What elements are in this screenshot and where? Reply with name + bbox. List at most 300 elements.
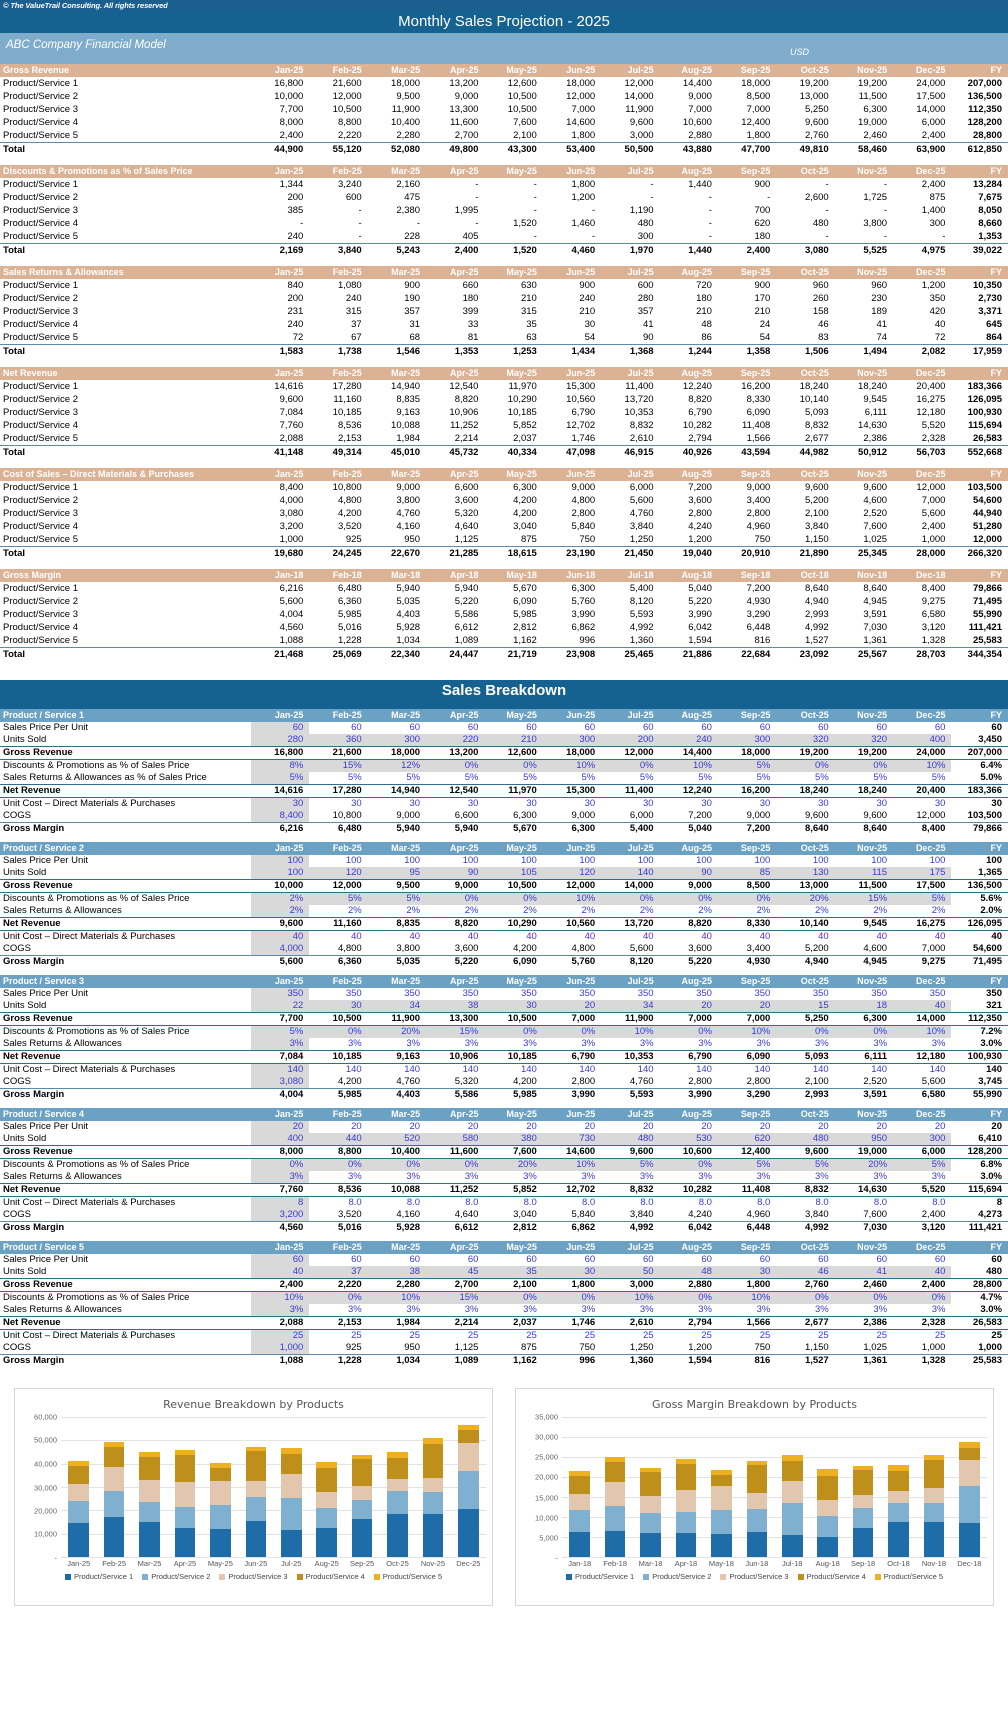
- cell: 720: [696, 280, 712, 291]
- cell: 10%: [601, 1292, 659, 1305]
- cell: 8,000: [251, 1146, 309, 1159]
- cell: 0%: [426, 893, 484, 906]
- cell: 600: [637, 280, 654, 291]
- bar-column: [881, 1417, 916, 1557]
- cell: 3.0%: [980, 1304, 1002, 1315]
- cell: 30: [876, 798, 888, 809]
- total-cell: 43,594: [718, 446, 776, 460]
- legend-swatch: [798, 1574, 804, 1580]
- cell: 315: [345, 306, 362, 317]
- cell: 30: [526, 798, 537, 809]
- cell: 3,400: [746, 495, 771, 506]
- row-label: Sales Returns & Allowances: [3, 1038, 122, 1049]
- cell: 100: [986, 855, 1002, 866]
- product-title: Product / Service 5: [0, 1241, 251, 1254]
- cell: 12,540: [426, 785, 484, 798]
- legend-item: [798, 1572, 866, 1581]
- bar-stack: [281, 1448, 302, 1557]
- total-cell: 46,915: [601, 446, 659, 460]
- cell: 8,536: [337, 420, 362, 431]
- cell: 210: [520, 293, 537, 304]
- cell: 40: [893, 1000, 951, 1013]
- chart-legend: [516, 1572, 993, 1581]
- cell: 10,000: [251, 880, 309, 893]
- cell: 3,000: [629, 130, 654, 141]
- bar-segment: [924, 1460, 945, 1488]
- cell: 20: [701, 1121, 712, 1132]
- total-cell: 21,285: [426, 547, 484, 561]
- column-header-aug-25: Aug-25: [660, 1108, 718, 1121]
- bar-segment: [423, 1444, 444, 1478]
- cell: 1,328: [893, 1355, 951, 1368]
- column-header-apr-25: Apr-25: [426, 842, 484, 855]
- cell: 9,600: [804, 117, 829, 128]
- cell: 750: [579, 534, 596, 545]
- cell: 8,120: [601, 956, 659, 969]
- column-header-sep-18: Sep-18: [718, 569, 776, 582]
- cell: 7,200: [688, 482, 712, 493]
- cell: 207,000: [951, 747, 1008, 760]
- cell: 9,000: [396, 482, 421, 493]
- column-header-may-25: May-25: [484, 468, 542, 481]
- cell: 1,344: [279, 179, 304, 190]
- cell: 1,527: [804, 635, 829, 646]
- cell: 5,840: [571, 521, 596, 532]
- y-axis-tick-label: 20,000: [34, 1506, 57, 1516]
- breakdown-product-5: [0, 1241, 1008, 1367]
- column-header-jul-25: Jul-25: [601, 165, 659, 178]
- cell: 11,900: [391, 104, 421, 115]
- cell: 30: [351, 798, 362, 809]
- cell: 350: [520, 988, 537, 999]
- column-header-may-25: May-25: [484, 1108, 542, 1121]
- cell: 360: [309, 734, 367, 747]
- x-axis-tick-label: May-25: [207, 1559, 233, 1568]
- row-label: Product/Service 2: [3, 596, 78, 607]
- column-header-feb-25: Feb-25: [309, 842, 367, 855]
- cell: 2,794: [688, 433, 712, 444]
- cell: 1,162: [484, 1355, 542, 1368]
- cell: 9,600: [804, 810, 829, 821]
- total-cell: 3,080: [776, 244, 834, 258]
- cell: 8,500: [718, 880, 776, 893]
- cell: 140: [986, 1064, 1002, 1075]
- bar-segment: [782, 1503, 803, 1535]
- cell: 6,300: [571, 583, 596, 594]
- cell: 6,300: [835, 1013, 893, 1026]
- bar-segment: [104, 1467, 125, 1491]
- bar-stack: [605, 1457, 626, 1557]
- cell: 60: [251, 1254, 309, 1266]
- x-axis-tick-label: Dec-25: [456, 1559, 481, 1568]
- cell: 41: [876, 319, 888, 330]
- cell: 6,216: [251, 823, 309, 836]
- cell: 2,520: [863, 1076, 888, 1087]
- total-cell: 2,169: [251, 244, 309, 258]
- cell: 18,000: [391, 78, 421, 89]
- cell: 3%: [639, 1304, 654, 1315]
- cell: 33: [467, 319, 479, 330]
- cell: 111,421: [951, 1222, 1008, 1235]
- cell: 4,600: [863, 495, 888, 506]
- cell: 8: [251, 1197, 309, 1210]
- cell: 2,812: [513, 622, 537, 633]
- cell: 2,400: [921, 130, 946, 141]
- cell: 5%: [368, 893, 426, 906]
- cell: 140: [579, 1064, 596, 1075]
- cell: 10,282: [682, 420, 712, 431]
- total-cell: 4,460: [543, 244, 601, 258]
- cell: 2,100: [804, 1076, 829, 1087]
- legend-label: Product/Service 5: [883, 1572, 943, 1581]
- table-row: [0, 419, 1008, 432]
- cell: 5,220: [688, 596, 712, 607]
- row-label: Sales Price Per Unit: [3, 855, 89, 866]
- cell: 12,000: [543, 880, 601, 893]
- cell: 100,930: [951, 1051, 1008, 1064]
- row-label: Product/Service 1: [3, 583, 78, 594]
- bar-column: [96, 1417, 131, 1557]
- cell: 55,990: [951, 1089, 1008, 1102]
- cell: 5,200: [804, 943, 829, 954]
- table-row: [0, 292, 1008, 305]
- cell: 10,500: [507, 104, 537, 115]
- cell: 7,000: [571, 104, 596, 115]
- cell: 996: [543, 1355, 601, 1368]
- cell: 3%: [814, 1038, 829, 1049]
- cell: 357: [404, 306, 421, 317]
- y-axis-tick-label: 35,000: [535, 1412, 558, 1422]
- cell: 300: [368, 734, 426, 747]
- cell: 3%: [251, 1038, 309, 1051]
- cell: 14,600: [566, 117, 596, 128]
- column-header-jul-25: Jul-25: [601, 468, 659, 481]
- cell: 13,200: [426, 747, 484, 760]
- cell: 0%: [426, 760, 484, 773]
- cell: 3,990: [543, 1089, 601, 1102]
- total-label: Total: [0, 648, 251, 662]
- cell: 40: [991, 931, 1002, 942]
- legend-item: [65, 1572, 133, 1581]
- bar-segment: [246, 1497, 267, 1522]
- cell: 5,940: [368, 823, 426, 836]
- cell: -: [825, 205, 829, 216]
- total-cell: 1,434: [543, 345, 601, 359]
- breakdown-row-price: [0, 1254, 1008, 1266]
- cell: 30: [991, 798, 1002, 809]
- cell: 15%: [309, 760, 367, 773]
- cell: 10%: [718, 1026, 776, 1039]
- cell: 7,600: [863, 521, 888, 532]
- cell: 230: [871, 293, 888, 304]
- cell: 11,500: [835, 880, 893, 893]
- column-header-jan-25: Jan-25: [251, 367, 309, 380]
- section-spacer: [0, 560, 1008, 569]
- cell: 600: [345, 192, 362, 203]
- cell: 900: [579, 280, 596, 291]
- total-cell: 49,800: [426, 143, 484, 157]
- column-header-oct-25: Oct-25: [776, 64, 834, 77]
- chart-legend: [15, 1572, 492, 1581]
- y-axis-tick-label: 10,000: [34, 1529, 57, 1539]
- cell: 60: [584, 1254, 596, 1265]
- cell: 240: [660, 734, 718, 747]
- cell: 6,480: [337, 583, 362, 594]
- breakdown-row-disc: [0, 1292, 1008, 1305]
- cell: 3,600: [454, 495, 479, 506]
- cell: 1,228: [309, 1355, 367, 1368]
- row-label: Gross Margin: [0, 1222, 251, 1235]
- bar-segment: [352, 1500, 373, 1519]
- column-header-sep-25: Sep-25: [718, 266, 776, 279]
- cell: 20: [759, 1121, 771, 1132]
- cell: 210: [484, 734, 542, 747]
- cell: 3,080: [251, 1076, 309, 1089]
- cell: 864: [986, 332, 1002, 343]
- column-header-feb-25: Feb-25: [309, 1241, 367, 1254]
- column-header-jul-25: Jul-25: [601, 975, 659, 988]
- cell: 2,214: [454, 433, 479, 444]
- column-header-fy: FY: [951, 1108, 1008, 1121]
- cell: -: [358, 231, 362, 242]
- cell: 2,610: [601, 1317, 659, 1330]
- cell: 1,000: [251, 1342, 309, 1355]
- bar-column: [845, 1417, 880, 1557]
- column-header-aug-25: Aug-25: [660, 842, 718, 855]
- cell: 0%: [484, 1292, 542, 1305]
- row-label: Discounts & Promotions as % of Sales Price: [3, 1026, 190, 1037]
- cell: 136,500: [951, 880, 1008, 893]
- bar-segment: [281, 1474, 302, 1498]
- cell: 4,992: [601, 1222, 659, 1235]
- total-cell: 4,975: [893, 244, 951, 258]
- row-label: Discounts & Promotions as % of Sales Price: [3, 893, 190, 904]
- row-label: Gross Revenue: [0, 880, 251, 893]
- cell: 816: [754, 635, 771, 646]
- cell: 10%: [718, 1292, 776, 1305]
- total-cell: 44,900: [251, 143, 309, 157]
- cell: 8,800: [337, 117, 362, 128]
- cell: 100: [251, 855, 309, 867]
- chart-title: Gross Margin Breakdown by Products: [652, 1398, 857, 1411]
- cell: 60: [251, 722, 309, 734]
- cell: 440: [309, 1133, 367, 1146]
- cell: 0%: [776, 760, 834, 773]
- column-header-nov-25: Nov-25: [835, 842, 893, 855]
- cell: 3%: [581, 1171, 596, 1182]
- y-axis-tick-label: 40,000: [34, 1459, 57, 1469]
- cell: 1,800: [571, 179, 596, 190]
- cell: 25: [991, 1330, 1002, 1341]
- breakdown-row-price: [0, 1121, 1008, 1133]
- column-header-nov-25: Nov-25: [835, 468, 893, 481]
- cell: 18,240: [799, 381, 829, 392]
- cell: 2%: [251, 893, 309, 906]
- column-header-dec-25: Dec-25: [893, 975, 951, 988]
- cell: 0%: [368, 1159, 426, 1172]
- total-cell: 5,243: [368, 244, 426, 258]
- section-spacer: [0, 358, 1008, 367]
- cell: 100: [520, 855, 537, 866]
- cell: 6,360: [337, 596, 362, 607]
- total-cell: 47,700: [718, 143, 776, 157]
- cell: -: [475, 192, 479, 203]
- row-label: COGS: [3, 1209, 31, 1220]
- section-header-row: [0, 367, 1008, 380]
- cell: 10,088: [391, 420, 421, 431]
- cell: 8.0: [406, 1197, 421, 1208]
- cell: 2,220: [309, 1279, 367, 1292]
- section-title: Gross Revenue: [0, 64, 251, 77]
- cell: 25: [351, 1330, 362, 1341]
- cell: 60: [467, 722, 479, 733]
- row-label: Unit Cost – Direct Materials & Purchases: [3, 1197, 176, 1208]
- cell: 46: [818, 319, 829, 330]
- bar-segment: [281, 1530, 302, 1557]
- total-label: Total: [0, 244, 251, 258]
- total-cell: 21,468: [251, 648, 309, 662]
- column-header-jan-25: Jan-25: [251, 266, 309, 279]
- column-header-jul-25: Jul-25: [601, 266, 659, 279]
- cell: 2%: [873, 905, 888, 916]
- chart-x-axis: [562, 1559, 987, 1568]
- cell: -: [300, 218, 304, 229]
- bar-stack: [959, 1442, 980, 1557]
- cell: 5,670: [513, 583, 537, 594]
- cell: 9,600: [629, 117, 654, 128]
- row-label: Discounts & Promotions as % of Sales Price: [3, 1159, 190, 1170]
- column-header-apr-25: Apr-25: [426, 367, 484, 380]
- bar-segment: [959, 1460, 980, 1486]
- cell: 7,000: [718, 1013, 776, 1026]
- y-axis-tick-label: 15,000: [535, 1493, 558, 1503]
- bar-segment: [316, 1492, 337, 1508]
- cell: 12,400: [718, 1146, 776, 1159]
- total-cell: 5,525: [835, 244, 893, 258]
- total-cell: 28,000: [893, 547, 951, 561]
- total-cell: 1,520: [484, 244, 542, 258]
- product-header-row: [0, 1241, 1008, 1254]
- row-label: Unit Cost – Direct Materials & Purchases: [3, 931, 176, 942]
- cell: 60: [876, 722, 888, 733]
- cell: 7,000: [543, 1013, 601, 1026]
- cell: 3,800: [863, 218, 888, 229]
- cell: 6,480: [309, 823, 367, 836]
- cell: 0%: [484, 760, 542, 773]
- cell: 420: [929, 306, 946, 317]
- cell: 210: [754, 306, 771, 317]
- x-axis-tick-label: Sep-25: [349, 1559, 375, 1568]
- total-cell: 21,450: [601, 547, 659, 561]
- cell: 200: [601, 734, 659, 747]
- cell: 10%: [601, 1026, 659, 1039]
- cell: 9,000: [571, 810, 596, 821]
- cell: 60: [409, 722, 421, 733]
- cell: 2,677: [776, 1317, 834, 1330]
- y-axis-tick-label: 5,000: [539, 1533, 558, 1543]
- total-label: Total: [0, 446, 251, 460]
- cell: 1,034: [368, 1355, 426, 1368]
- column-header-may-25: May-25: [484, 64, 542, 77]
- legend-swatch: [297, 1574, 303, 1580]
- table-row: [0, 520, 1008, 533]
- row-label: Gross Margin: [0, 1355, 251, 1368]
- table-row: [0, 204, 1008, 217]
- row-label: COGS: [3, 1076, 31, 1087]
- cell: 280: [251, 734, 309, 747]
- cell: 6,448: [718, 1222, 776, 1235]
- cell: 12%: [368, 760, 426, 773]
- column-header-fy: FY: [951, 367, 1008, 380]
- bar-segment: [458, 1471, 479, 1509]
- column-header-may-18: May-18: [484, 569, 542, 582]
- cell: 960: [812, 280, 829, 291]
- cell: 60: [759, 1254, 771, 1265]
- cell: 189: [871, 306, 888, 317]
- cell: 10,353: [601, 1051, 659, 1064]
- cell: 38: [368, 1266, 426, 1279]
- table-row: [0, 595, 1008, 608]
- x-axis-tick-label: Nov-25: [420, 1559, 446, 1568]
- cell: 25: [701, 1330, 712, 1341]
- cell: 51,280: [972, 521, 1002, 532]
- table-row: [0, 178, 1008, 191]
- total-row: [0, 446, 1008, 460]
- table-row: [0, 533, 1008, 547]
- cell: 5,985: [309, 1089, 367, 1102]
- cell: 9,000: [746, 482, 771, 493]
- total-cell: 49,810: [776, 143, 834, 157]
- cell: 103,500: [967, 810, 1002, 821]
- cell: 9,545: [863, 394, 888, 405]
- breakdown-row-ret: [0, 772, 1008, 785]
- cell: 3,240: [337, 179, 362, 190]
- cell: 2,880: [660, 1279, 718, 1292]
- cell: 480: [776, 1133, 834, 1146]
- breakdown-row-ret: [0, 1171, 1008, 1184]
- bar-segment: [676, 1490, 697, 1512]
- cell: 18,240: [776, 785, 834, 798]
- cell: 7,000: [921, 943, 946, 954]
- bar-segment: [605, 1482, 626, 1506]
- cell: 40: [934, 319, 946, 330]
- page-title: Monthly Sales Projection - 2025: [0, 11, 1008, 33]
- cell: 3%: [756, 1171, 771, 1182]
- bar-segment: [175, 1507, 196, 1528]
- cell: 9,500: [396, 91, 421, 102]
- column-header-jan-25: Jan-25: [251, 1241, 309, 1254]
- cell: 1,200: [688, 534, 712, 545]
- cell: 3%: [581, 1304, 596, 1315]
- cell: 6,790: [543, 1051, 601, 1064]
- bar-segment: [175, 1455, 196, 1481]
- section-spacer: [0, 257, 1008, 266]
- cell: 1,200: [571, 192, 596, 203]
- cell: 120: [309, 867, 367, 880]
- cell: 400: [893, 734, 951, 747]
- cell: 4,200: [337, 508, 362, 519]
- cell: 140: [754, 1064, 771, 1075]
- cell: 10%: [893, 760, 951, 773]
- cell: 8,820: [660, 918, 718, 931]
- cell: 0%: [835, 1292, 893, 1305]
- cell: 2,100: [804, 508, 829, 519]
- cell: 2,160: [396, 179, 421, 190]
- cell: 40: [701, 931, 712, 942]
- cell: 5,985: [513, 609, 537, 620]
- cell: 2,214: [426, 1317, 484, 1330]
- row-label: Product/Service 2: [3, 192, 78, 203]
